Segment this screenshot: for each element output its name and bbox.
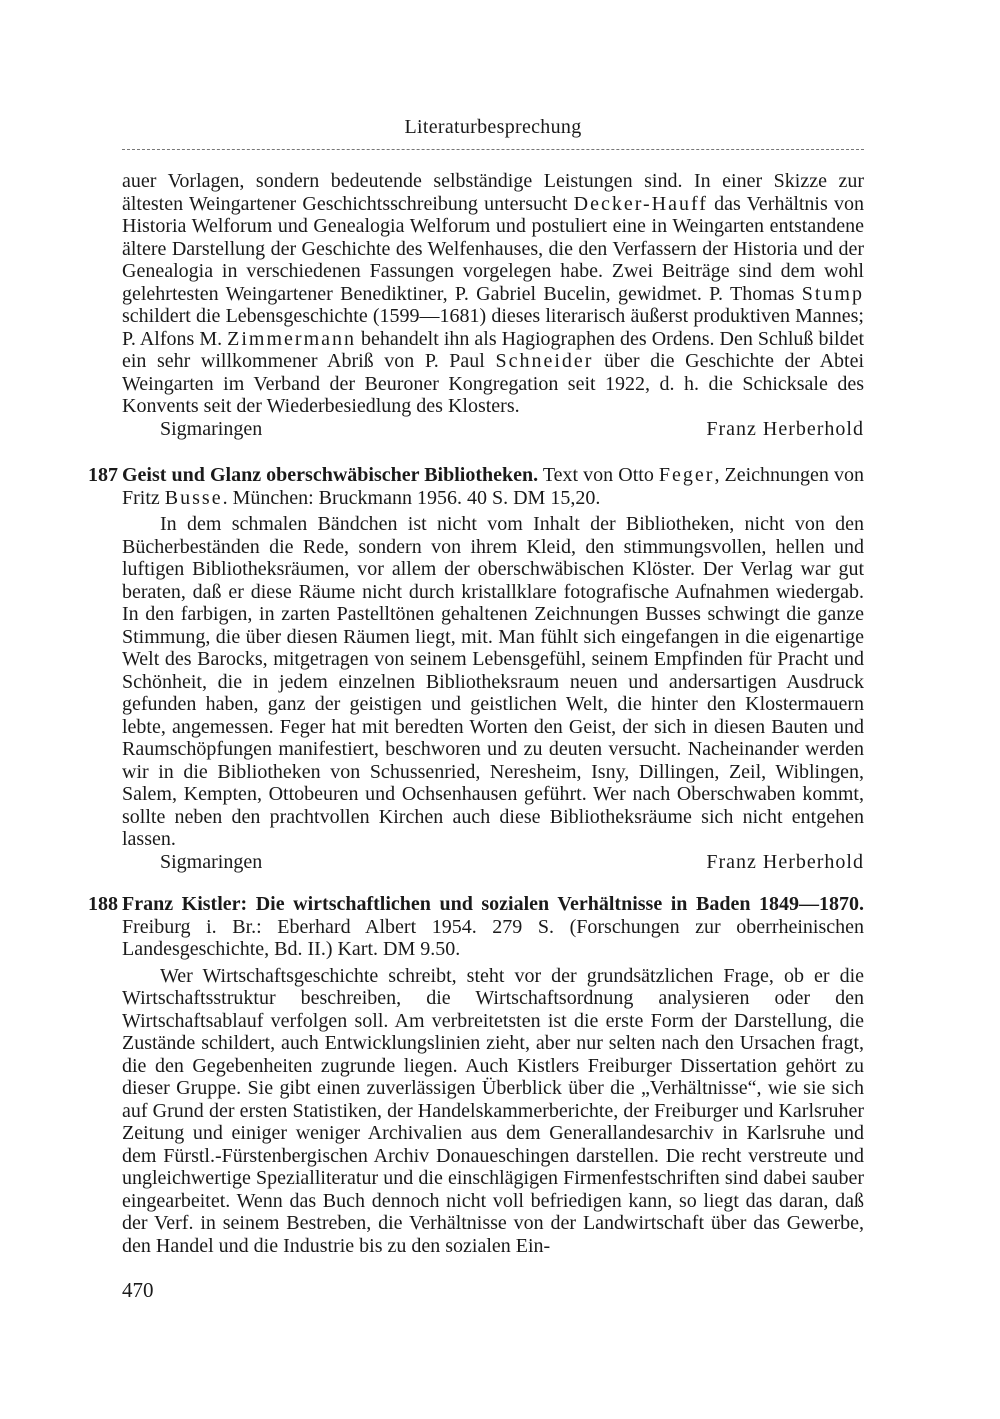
text-run: über die Geschichte der Abtei Weingarten im Verband der Beuroner Kongregation seit 1922, d. h. die Schicksale des Konvents seit der Wiederbesiedlung des Klosters. (122, 350, 865, 417)
author-name: Stump (801, 282, 864, 305)
signature-reviewer: Franz Herberhold (706, 417, 864, 440)
text-run: Freiburg i. Br.: Eberhard Albert 1954. 279 S. (Forschungen zur oberrheinischen Landesgeschichte, Bd. II.) Kart. DM 9.50. (122, 915, 864, 960)
text-run: schildert die Lebensgeschichte (1599—1681) dieses literarisch äußerst produktiven Mannes; P. Alfons M. (122, 305, 864, 350)
header-rule (122, 149, 864, 150)
text-run: das Verhältnis von Historia Welforum und Genealogia Welforum und postuliert eine in Weingarten entstandene ältere Darstellung der Geschichte des Welfenhauses, die den Verfassern der Historia und der Genealogia in verschiedenen Fassungen vorgelegen habe. Zwei Beiträge sind dem wohl gelehrtesten Weingartener Benediktiner, P. Gabriel Bucelin, gewidmet. P. Thomas (122, 192, 864, 305)
signature-line (122, 851, 864, 874)
author-name: Feger (658, 464, 715, 486)
review-entry-187 (88, 464, 865, 873)
signature-reviewer: Franz Herberhold (706, 850, 864, 873)
running-title: Literaturbesprechung (404, 116, 582, 138)
entry-title: Franz Kistler: Die wirtschaftlichen und sozialen Verhältnisse in Baden 1849—1870. (122, 893, 864, 915)
author-name: Decker-Hauff (573, 192, 708, 215)
author-name: Zimmermann (227, 327, 357, 350)
entry-reference (122, 893, 864, 961)
continuation-paragraph (122, 170, 864, 418)
entry-number: 187 (88, 464, 118, 486)
entry-reference (122, 464, 864, 509)
page-number: 470 (122, 1278, 154, 1302)
author-name: Busse (164, 486, 223, 509)
text-run: . München: Bruckmann 1956. 40 S. DM 15,20. (222, 486, 601, 509)
text-run: Text von Otto (538, 464, 659, 486)
signature-line (122, 418, 864, 441)
content (88, 170, 865, 1257)
entry-body: Wer Wirtschaftsgeschichte schreibt, steht vor der grundsätzlichen Frage, ob er die Wirtschaftsstruktur beschreiben, die Wirtschaftsordnung analysieren oder den Wirtschaftsablauf verfolgen soll. Am verbreitetsten ist die erste Form der Darstellung, die Zustände schildert, auch Entwicklungslinien zieht, aber nur selten nach den Ursachen fragt, die den Gegebenheiten zugrunde liegen. Auch Kistlers Freiburger Dissertation gehört zu dieser Gruppe. Sie gibt einen zuverlässigen Überblick über die „Verhältnisse“, wie sie sich auf Grund der ersten Statistiken, der Handelskammerberichte, der Freiburger und Karlsruher Zeitung und einiger weniger Archivalien aus dem Generallandesarchiv in Karlsruhe und dem Fürstl.-Fürstenbergischen Archiv Donaueschingen darstellen. Die recht verstreute und ungleichwertige Spezialliteratur und die einschlägigen Firmenfestschriften sind dabei sauber eingearbeitet. Wenn das Buch dennoch nicht voll befriedigen kann, so liegt das daran, daß der Verf. in seinem Bestreben, die Verhältnisse von der Landwirtschaft über das Gewerbe, den Handel und die Industrie bis zu den sozialen Ein- (122, 964, 864, 1257)
signature-place: Sigmaringen (160, 417, 263, 440)
signature-place: Sigmaringen (160, 850, 263, 873)
entry-body: In dem schmalen Bändchen ist nicht vom Inhalt der Bibliotheken, nicht von den Bücherbeständen die Rede, sondern von ihrem Kleid, den stimmungsvollen, hellen und luftigen Bibliotheksräumen, vor allem der oberschwäbischen Klöster. Der Verlag war gut beraten, daß er diese Räume nicht durch kristallklare fotografische Aufnahmen wiedergab. In den farbigen, in zarten Pastelltönen gehaltenen Zeichnungen Busses schwingt die ganze Stimmung, die über diesen Räumen liegt, mit. Man fühlt sich eingefangen in die eigenartige Welt des Barocks, mitgetragen von seinem Lebensgefühl, seinem Empfinden für Pracht und Schönheit, die in jedem einzelnen Bibliotheksraum neuen und andersartigen Ausdruck gefunden haben, ganz der geistigen und geistlichen Welt, die hinter den Klostermauern lebte, angemessen. Feger hat mit beredten Worten den Geist, der sich in diesen Bauten und Raumschöpfungen manifestiert, beschworen und zu deuten versucht. Nacheinander werden wir in die Bibliotheken von Schussenried, Neresheim, Isny, Dillingen, Zeil, Wiblingen, Salem, Kempten, Ottobeuren und Ochsenhausen geführt. Wer nach Oberschwaben kommt, sollte neben den prachtvollen Kirchen auch diese Bibliotheksräume sich nicht entgehen lassen. (122, 513, 864, 850)
text-run: auer Vorlagen, sondern bedeutende selbständige Leistungen sind. In einer Skizze zur ältesten Weingartener Geschichtsschreibung untersucht (122, 170, 864, 215)
entry-title: Geist und Glanz oberschwäbischer Bibliotheken. (122, 464, 539, 486)
text-run: , Zeichnungen von Fritz (122, 464, 865, 509)
review-entry-188 (88, 893, 864, 1257)
text-run: behandelt ihn als Hagiographen des Ordens. Den Schluß bildet ein sehr willkommener Abriß von P. Paul (122, 327, 865, 372)
author-name: Schneider (495, 350, 594, 372)
entry-number: 188 (88, 893, 118, 915)
